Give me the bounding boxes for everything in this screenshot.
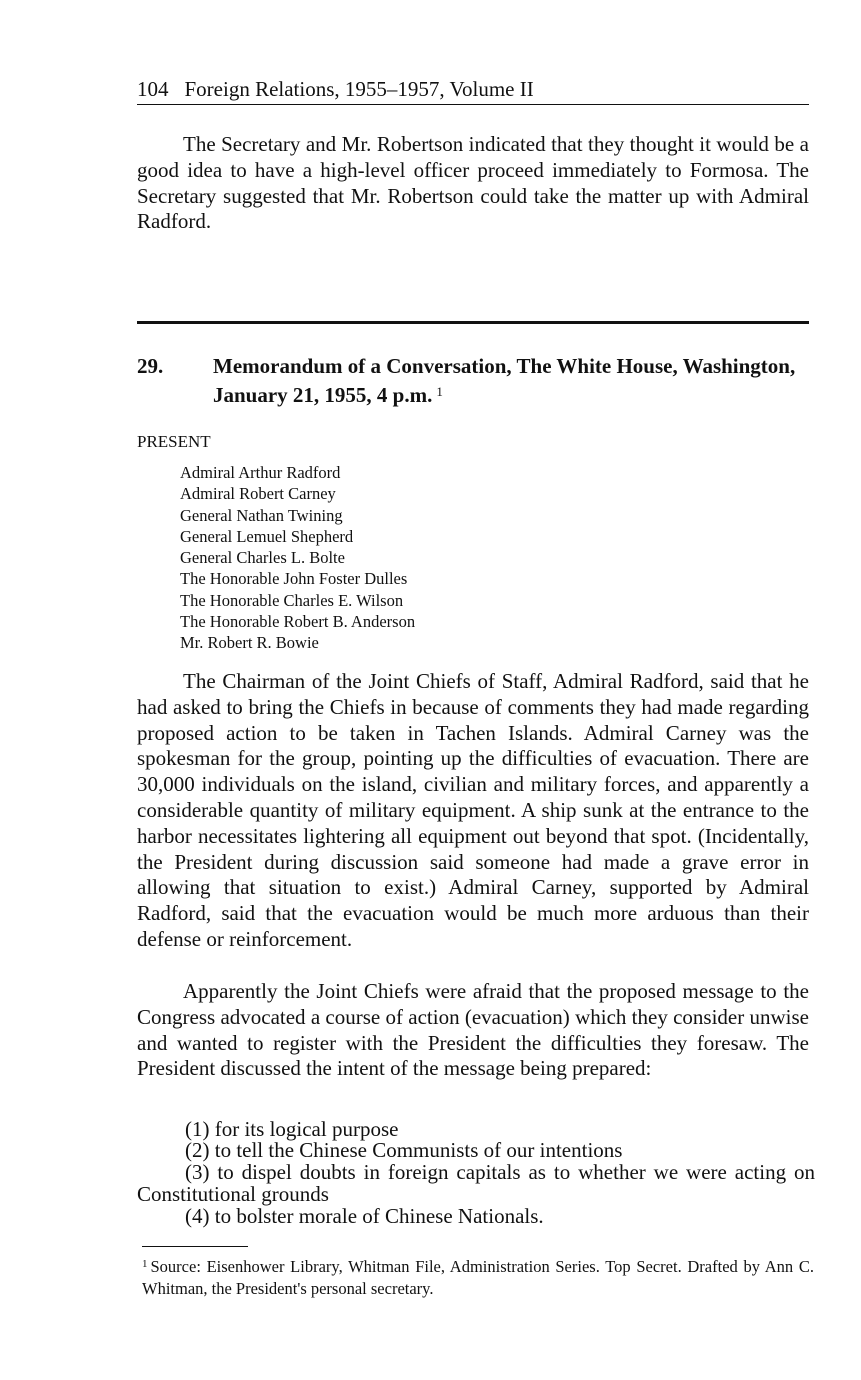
attendee: The Honorable Charles E. Wilson [180,590,404,610]
attendee: Mr. Robert R. Bowie [180,633,319,653]
running-header [137,76,809,105]
document-title: Memorandum of a Conversation, The White House, Washington, January 21, 1955, 4 p.m. [213,354,796,407]
attendee: General Nathan Twining [180,505,343,525]
footnote-rule [142,1246,248,1247]
document-title-block [213,353,809,408]
footnote-text: Source: Eisenhower Library, Whitman File, Administration Series. Top Secret. Drafted by Ann C. Whitman, the President's personal secretary. [142,1257,814,1298]
footnote-reference: 1 [436,384,443,399]
document-separator-rule [137,321,809,324]
footnote-mark: 1 [142,1258,148,1270]
present-label: PRESENT [137,432,211,451]
attendee: General Charles L. Bolte [180,548,345,568]
previous-document-closing-paragraph: The Secretary and Mr. Robertson indicated that they thought it would be a good idea to have a high-level officer proceed immediately to Formosa. The Secretary suggested that Mr. Robertson could take the matter up with Admiral Radford. [137,132,809,234]
attendee: Admiral Robert Carney [180,484,336,504]
page-number: 104 [137,77,169,101]
footnote [142,1253,814,1300]
running-title: Foreign Relations, 1955–1957, Volume II [184,77,534,101]
list-item: (1) for its logical purpose [185,1117,399,1141]
body-paragraph: The Chairman of the Joint Chiefs of Staff, Admiral Radford, said that he had asked to bring the Chiefs in because of comments they had made regarding proposed action to be taken in Tachen Islands. Admiral Carney was the spokesman for the group, pointing up the difficulties of evacuation. There are 30,000 individuals on the island, civilian and military forces, and apparently a considerable quantity of military equipment. A ship sunk at the entrance to the harbor necessitates lightering all equipment out beyond that spot. (Incidentally, the President during discussion said someone had made a grave error in allowing that situation to exist.) Admiral Carney, supported by Admiral Radford, said that the evacuation would be much more arduous than their defense or reinforcement. [137,669,809,951]
document-number: 29. [137,354,164,378]
attendee: General Lemuel Shepherd [180,526,354,546]
list-item: (2) to tell the Chinese Communists of our intentions [185,1138,623,1162]
attendee-list [180,462,415,654]
attendee: The Honorable John Foster Dulles [180,569,408,589]
body-paragraph: Apparently the Joint Chiefs were afraid that the proposed message to the Congress advocated a course of action (evacuation) which they consider unwise and wanted to register with the President the difficulties they foresaw. The President discussed the intent of the message being prepared: [137,979,809,1081]
attendee: Admiral Arthur Radford [180,463,341,482]
list-item: (4) to bolster morale of Chinese Nationals. [185,1204,544,1228]
attendee: The Honorable Robert B. Anderson [180,612,416,632]
list-item: (3) to dispel doubts in foreign capitals as to whether we were acting on Constitutional grounds [137,1160,815,1206]
